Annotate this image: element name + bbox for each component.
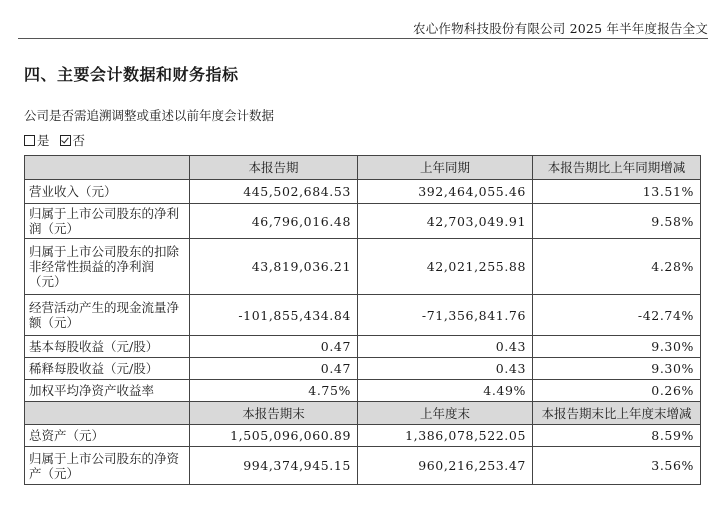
- checkbox-icon[interactable]: [24, 135, 35, 146]
- row-label: 营业收入（元）: [25, 180, 190, 204]
- prior-value: 42,703,049.91: [358, 204, 533, 239]
- prior-value: 392,464,055.46: [358, 180, 533, 204]
- change-value: 8.59%: [533, 425, 701, 447]
- page-header: [18, 12, 708, 39]
- change-value: 13.51%: [533, 180, 701, 204]
- table-row: [25, 295, 701, 336]
- change-value: 9.30%: [533, 336, 701, 358]
- table-row: [25, 239, 701, 295]
- change-value: 9.58%: [533, 204, 701, 239]
- row-label: 归属于上市公司股东的扣除非经常性损益的净利润（元）: [25, 239, 190, 295]
- prior-value: 42,021,255.88: [358, 239, 533, 295]
- financial-indicators-table: [24, 155, 701, 485]
- change-value: 0.26%: [533, 380, 701, 402]
- header-cell: 本报告期末比上年度末增减: [533, 402, 701, 425]
- choice-yes-label: 是: [37, 133, 50, 148]
- header-cell: 上年同期: [358, 156, 533, 180]
- checked-checkbox-icon[interactable]: [60, 135, 71, 146]
- report-title: 农心作物科技股份有限公司 2025 年半年度报告全文: [413, 21, 708, 36]
- current-value: 445,502,684.53: [190, 180, 358, 204]
- change-value: 3.56%: [533, 447, 701, 485]
- row-label: 归属于上市公司股东的净资产（元）: [25, 447, 190, 485]
- header-cell: 本报告期比上年同期增减: [533, 156, 701, 180]
- header-cell: [25, 156, 190, 180]
- restatement-question: 公司是否需追溯调整或重述以前年度会计数据: [24, 108, 275, 123]
- header-cell: 本报告期: [190, 156, 358, 180]
- table-row: [25, 447, 701, 485]
- row-label: 归属于上市公司股东的净利润（元）: [25, 204, 190, 239]
- current-value: 4.75%: [190, 380, 358, 402]
- current-value: -101,855,434.84: [190, 295, 358, 336]
- choice-no[interactable]: [60, 131, 86, 149]
- prior-value: 1,386,078,522.05: [358, 425, 533, 447]
- prior-value: 0.43: [358, 336, 533, 358]
- current-value: 46,796,016.48: [190, 204, 358, 239]
- prior-value: 0.43: [358, 358, 533, 380]
- prior-value: 960,216,253.47: [358, 447, 533, 485]
- change-value: -42.74%: [533, 295, 701, 336]
- current-value: 994,374,945.15: [190, 447, 358, 485]
- row-label: 加权平均净资产收益率: [25, 380, 190, 402]
- row-label: 总资产（元）: [25, 425, 190, 447]
- table-row: [25, 380, 701, 402]
- choice-no-label: 否: [72, 133, 86, 148]
- choice-yes[interactable]: [24, 131, 50, 149]
- row-label: 稀释每股收益（元/股）: [25, 358, 190, 380]
- restatement-choices: [24, 131, 85, 149]
- table-row: [25, 358, 701, 380]
- header-cell: 本报告期末: [190, 402, 358, 425]
- change-value: 4.28%: [533, 239, 701, 295]
- table-row: [25, 204, 701, 239]
- row-label: 经营活动产生的现金流量净额（元）: [25, 295, 190, 336]
- prior-value: -71,356,841.76: [358, 295, 533, 336]
- table-row: [25, 180, 701, 204]
- row-label: 基本每股收益（元/股）: [25, 336, 190, 358]
- current-value: 0.47: [190, 336, 358, 358]
- header-cell: [25, 402, 190, 425]
- table-row: [25, 425, 701, 447]
- table-row: [25, 336, 701, 358]
- current-value: 43,819,036.21: [190, 239, 358, 295]
- table-header-row: [25, 156, 701, 180]
- prior-value: 4.49%: [358, 380, 533, 402]
- current-value: 1,505,096,060.89: [190, 425, 358, 447]
- section-title: 四、主要会计数据和财务指标: [24, 65, 239, 84]
- change-value: 9.30%: [533, 358, 701, 380]
- header-cell: 上年度末: [358, 402, 533, 425]
- table-subheader-row: [25, 402, 701, 425]
- current-value: 0.47: [190, 358, 358, 380]
